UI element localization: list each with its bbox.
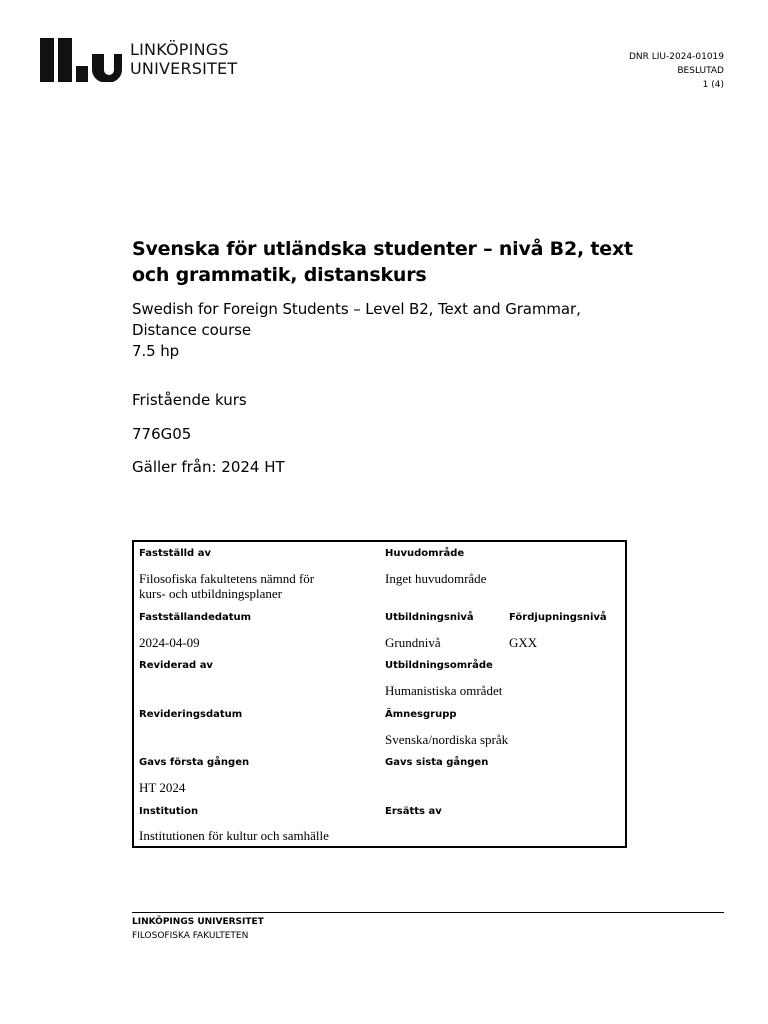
established-by-line-1: Filosofiska fakultetens nämnd för xyxy=(139,571,315,586)
main-area-value: Inget huvudområde xyxy=(385,571,487,586)
valid-from: Gäller från: 2024 HT xyxy=(132,458,285,476)
edu-area-label: Utbildningsområde xyxy=(385,660,493,671)
revised-by-label: Reviderad av xyxy=(139,660,213,671)
depth-value: GXX xyxy=(509,635,538,650)
date-label: Fastställandedatum xyxy=(139,612,252,623)
course-type: Fristående kurs xyxy=(132,391,247,409)
main-area-label: Huvudområde xyxy=(385,548,465,559)
replaced-by-label: Ersätts av xyxy=(385,806,442,817)
edu-area-value: Humanistiska området xyxy=(385,683,503,698)
institution-value: Institutionen för kultur och samhälle xyxy=(139,828,329,843)
course-heading xyxy=(132,236,652,362)
page-number: 1 (4) xyxy=(702,80,724,90)
date-value: 2024-04-09 xyxy=(139,635,200,650)
level-label: Utbildningsnivå xyxy=(385,612,474,623)
course-english-title xyxy=(132,299,652,362)
document-reference xyxy=(629,50,724,92)
english-title-line-1: Swedish for Foreign Students – Level B2, Text and Grammar, xyxy=(132,300,581,318)
logo-line-1: LINKÖPINGS xyxy=(130,40,229,59)
established-by-label: Fastställd av xyxy=(139,548,211,559)
subject-group-label: Ämnesgrupp xyxy=(385,709,457,720)
course-credits: 7.5 hp xyxy=(132,342,180,360)
logo-line-2: UNIVERSITET xyxy=(130,59,238,78)
revision-date-label: Revideringsdatum xyxy=(139,709,243,720)
depth-label: Fördjupningsnivå xyxy=(509,612,607,623)
logo-wordmark xyxy=(130,40,237,78)
subject-group-value: Svenska/nordiska språk xyxy=(385,732,509,747)
first-given-value: HT 2024 xyxy=(139,780,186,795)
english-title-line-2: Distance course xyxy=(132,321,251,339)
liu-logo-mark xyxy=(40,36,122,82)
established-by-value xyxy=(139,571,314,601)
first-given-label: Gavs första gången xyxy=(139,757,250,768)
footer-university: LINKÖPINGS UNIVERSITET xyxy=(132,917,264,927)
dnr-number: DNR LIU-2024-01019 xyxy=(628,52,724,62)
page-footer xyxy=(132,915,264,943)
institution-label: Institution xyxy=(139,806,199,817)
level-value: Grundnivå xyxy=(385,635,441,650)
last-given-label: Gavs sista gången xyxy=(385,757,489,768)
decision-status: BESLUTAD xyxy=(677,66,724,76)
established-by-line-2: kurs- och utbildningsplaner xyxy=(139,586,282,601)
course-code: 776G05 xyxy=(132,425,192,443)
university-logo xyxy=(40,36,237,82)
footer-divider xyxy=(132,912,724,913)
course-info-table xyxy=(132,540,627,848)
course-title: Svenska för utländska studenter – nivå B2, text och grammatik, distanskurs xyxy=(132,238,633,286)
footer-faculty: FILOSOFISKA FAKULTETEN xyxy=(132,931,249,941)
